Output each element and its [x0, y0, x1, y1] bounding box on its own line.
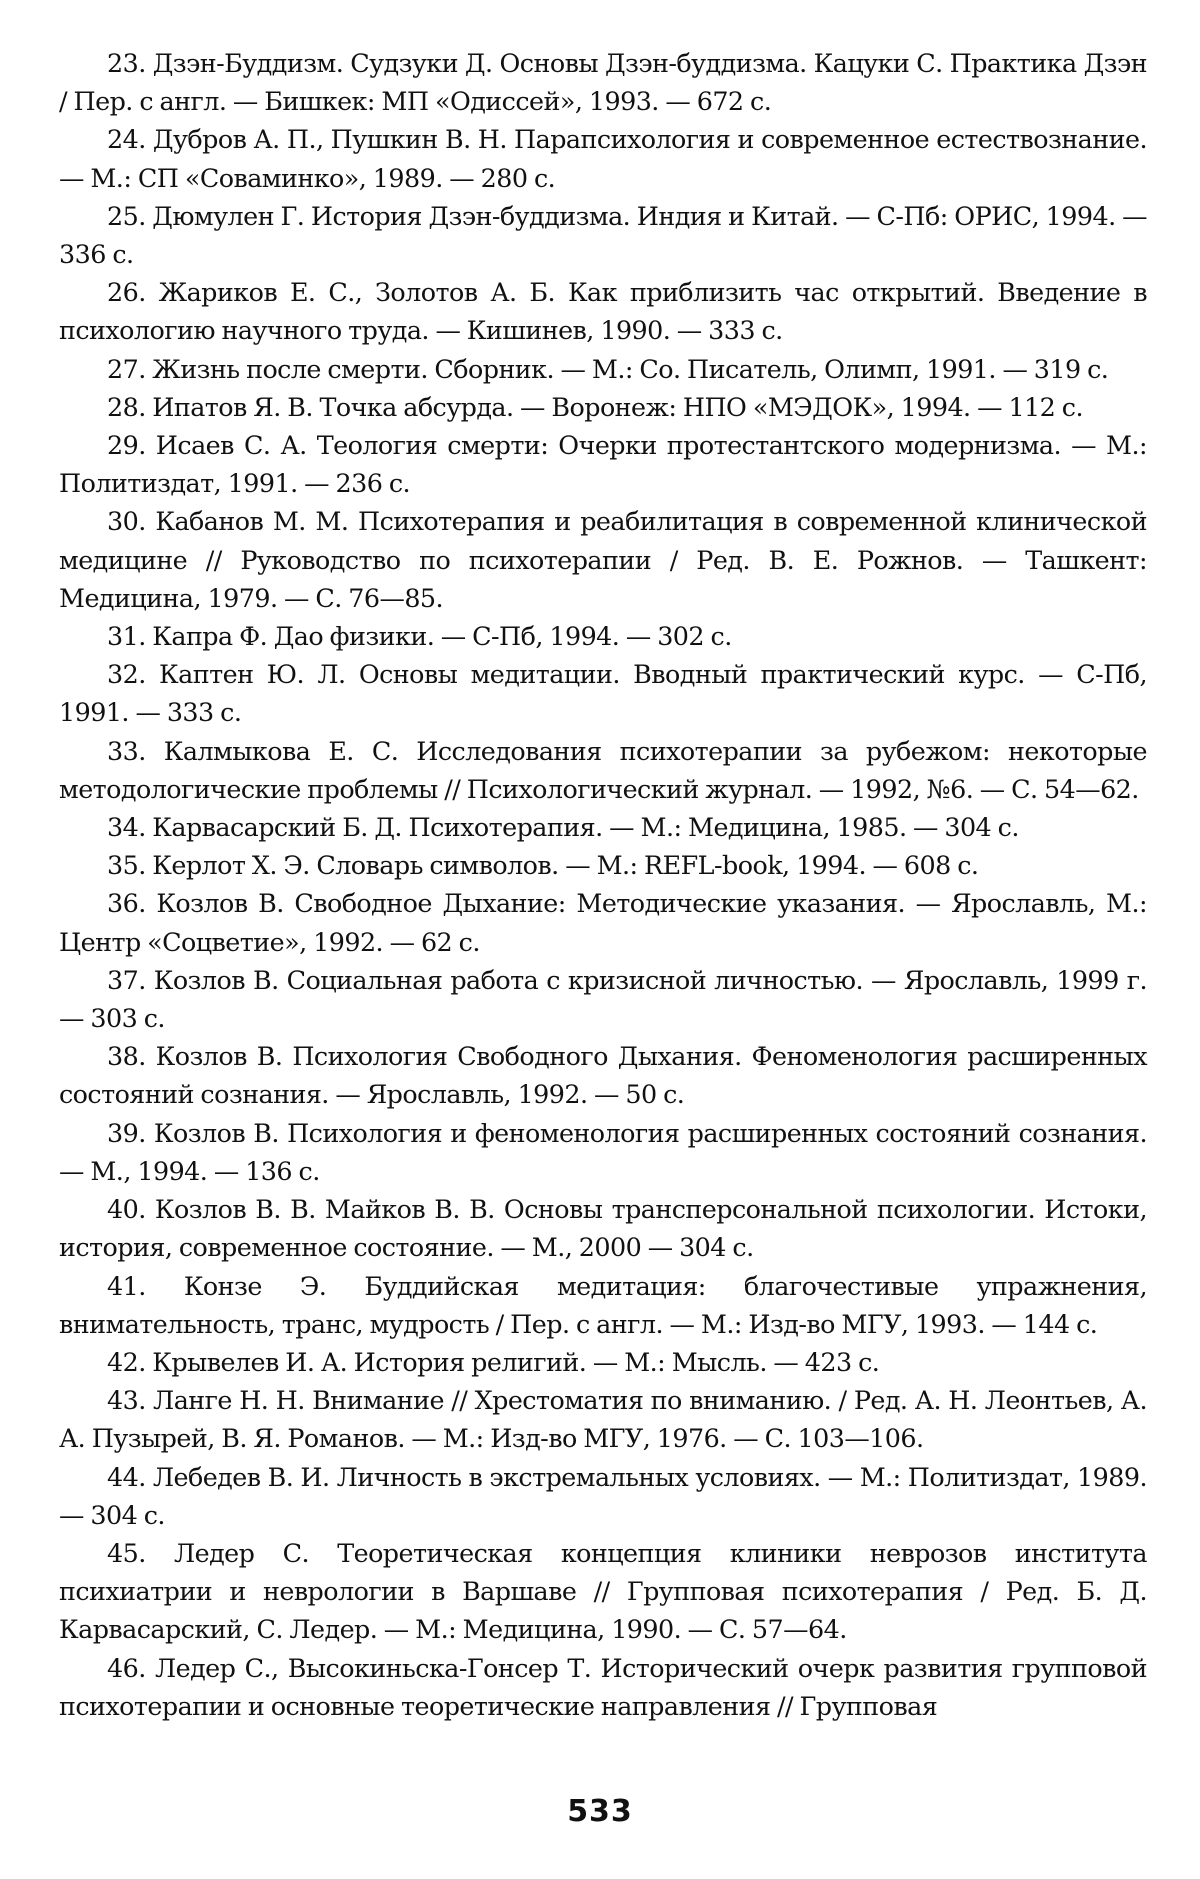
- reference-item: 25. Дюмулен Г. История Дзэн-буддизма. Индия и Китай. — С-Пб: ОРИС, 1994. — 336 с.: [59, 197, 1147, 273]
- reference-item: 43. Ланге Н. Н. Внимание // Хрестоматия по вниманию. / Ред. А. Н. Леонтьев, А. А. Пузырей, В. Я. Романов. — М.: Изд-во МГУ, 1976. — С. 103—106.: [59, 1381, 1147, 1457]
- reference-item: 36. Козлов В. Свободное Дыхание: Методические указания. — Ярославль, М.: Центр «Соцветие», 1992. — 62 с.: [59, 884, 1147, 960]
- reference-item: 46. Ледер С., Высокиньска-Гонсер Т. Исторический очерк развития групповой психотерапии и основные теоретические направления // Групповая: [59, 1649, 1147, 1725]
- reference-item: 24. Дубров А. П., Пушкин В. Н. Парапсихология и современное естествознание. — М.: СП «Соваминко», 1989. — 280 с.: [59, 120, 1147, 196]
- book-page: [0, 0, 1200, 1879]
- reference-item: 30. Кабанов М. М. Психотерапия и реабилитация в современной клинической медицине // Руководство по психотерапии / Ред. В. Е. Рожнов. — Ташкент: Медицина, 1979. — С. 76—85.: [59, 502, 1147, 617]
- reference-item: 31. Капра Ф. Дао физики. — С-Пб, 1994. — 302 с.: [59, 617, 1147, 655]
- reference-item: 23. Дзэн-Буддизм. Судзуки Д. Основы Дзэн-буддизма. Кацуки С. Практика Дзэн / Пер. с англ. — Бишкек: МП «Одиссей», 1993. — 672 с.: [59, 44, 1147, 120]
- reference-item: 41. Конзе Э. Буддийская медитация: благочестивые упражнения, внимательность, транс, мудрость / Пер. с англ. — М.: Изд-во МГУ, 1993. — 144 с.: [59, 1267, 1147, 1343]
- reference-item: 34. Карвасарский Б. Д. Психотерапия. — М.: Медицина, 1985. — 304 с.: [59, 808, 1147, 846]
- reference-list: [59, 44, 1147, 1725]
- reference-item: 26. Жариков Е. С., Золотов А. Б. Как приблизить час открытий. Введение в психологию научного труда. — Кишинев, 1990. — 333 с.: [59, 273, 1147, 349]
- page-number: 533: [0, 1794, 1200, 1829]
- reference-item: 29. Исаев С. А. Теология смерти: Очерки протестантского модернизма. — М.: Политиздат, 1991. — 236 с.: [59, 426, 1147, 502]
- reference-item: 27. Жизнь после смерти. Сборник. — М.: Со. Писатель, Олимп, 1991. — 319 с.: [59, 350, 1147, 388]
- reference-item: 35. Керлот Х. Э. Словарь символов. — М.: REFL-book, 1994. — 608 с.: [59, 846, 1147, 884]
- reference-item: 45. Ледер С. Теоретическая концепция клиники неврозов института психиатрии и неврологии в Варшаве // Групповая психотерапия / Ред. Б. Д. Карвасарский, С. Ледер. — М.: Медицина, 1990. — С. 57—64.: [59, 1534, 1147, 1649]
- reference-item: 37. Козлов В. Социальная работа с кризисной личностью. — Ярославль, 1999 г. — 303 с.: [59, 961, 1147, 1037]
- reference-item: 39. Козлов В. Психология и феноменология расширенных состояний сознания. — М., 1994. — 136 с.: [59, 1114, 1147, 1190]
- reference-item: 42. Крывелев И. А. История религий. — М.: Мысль. — 423 с.: [59, 1343, 1147, 1381]
- reference-item: 40. Козлов В. В. Майков В. В. Основы трансперсональной психологии. Истоки, история, современное состояние. — М., 2000 — 304 с.: [59, 1190, 1147, 1266]
- reference-item: 32. Каптен Ю. Л. Основы медитации. Вводный практический курс. — С-Пб, 1991. — 333 с.: [59, 655, 1147, 731]
- reference-item: 38. Козлов В. Психология Свободного Дыхания. Феноменология расширенных состояний сознания. — Ярославль, 1992. — 50 с.: [59, 1037, 1147, 1113]
- reference-item: 33. Калмыкова Е. С. Исследования психотерапии за рубежом: некоторые методологические проблемы // Психологический журнал. — 1992, №6. — С. 54—62.: [59, 732, 1147, 808]
- reference-item: 44. Лебедев В. И. Личность в экстремальных условиях. — М.: Политиздат, 1989. — 304 с.: [59, 1458, 1147, 1534]
- reference-item: 28. Ипатов Я. В. Точка абсурда. — Воронеж: НПО «МЭДОК», 1994. — 112 с.: [59, 388, 1147, 426]
